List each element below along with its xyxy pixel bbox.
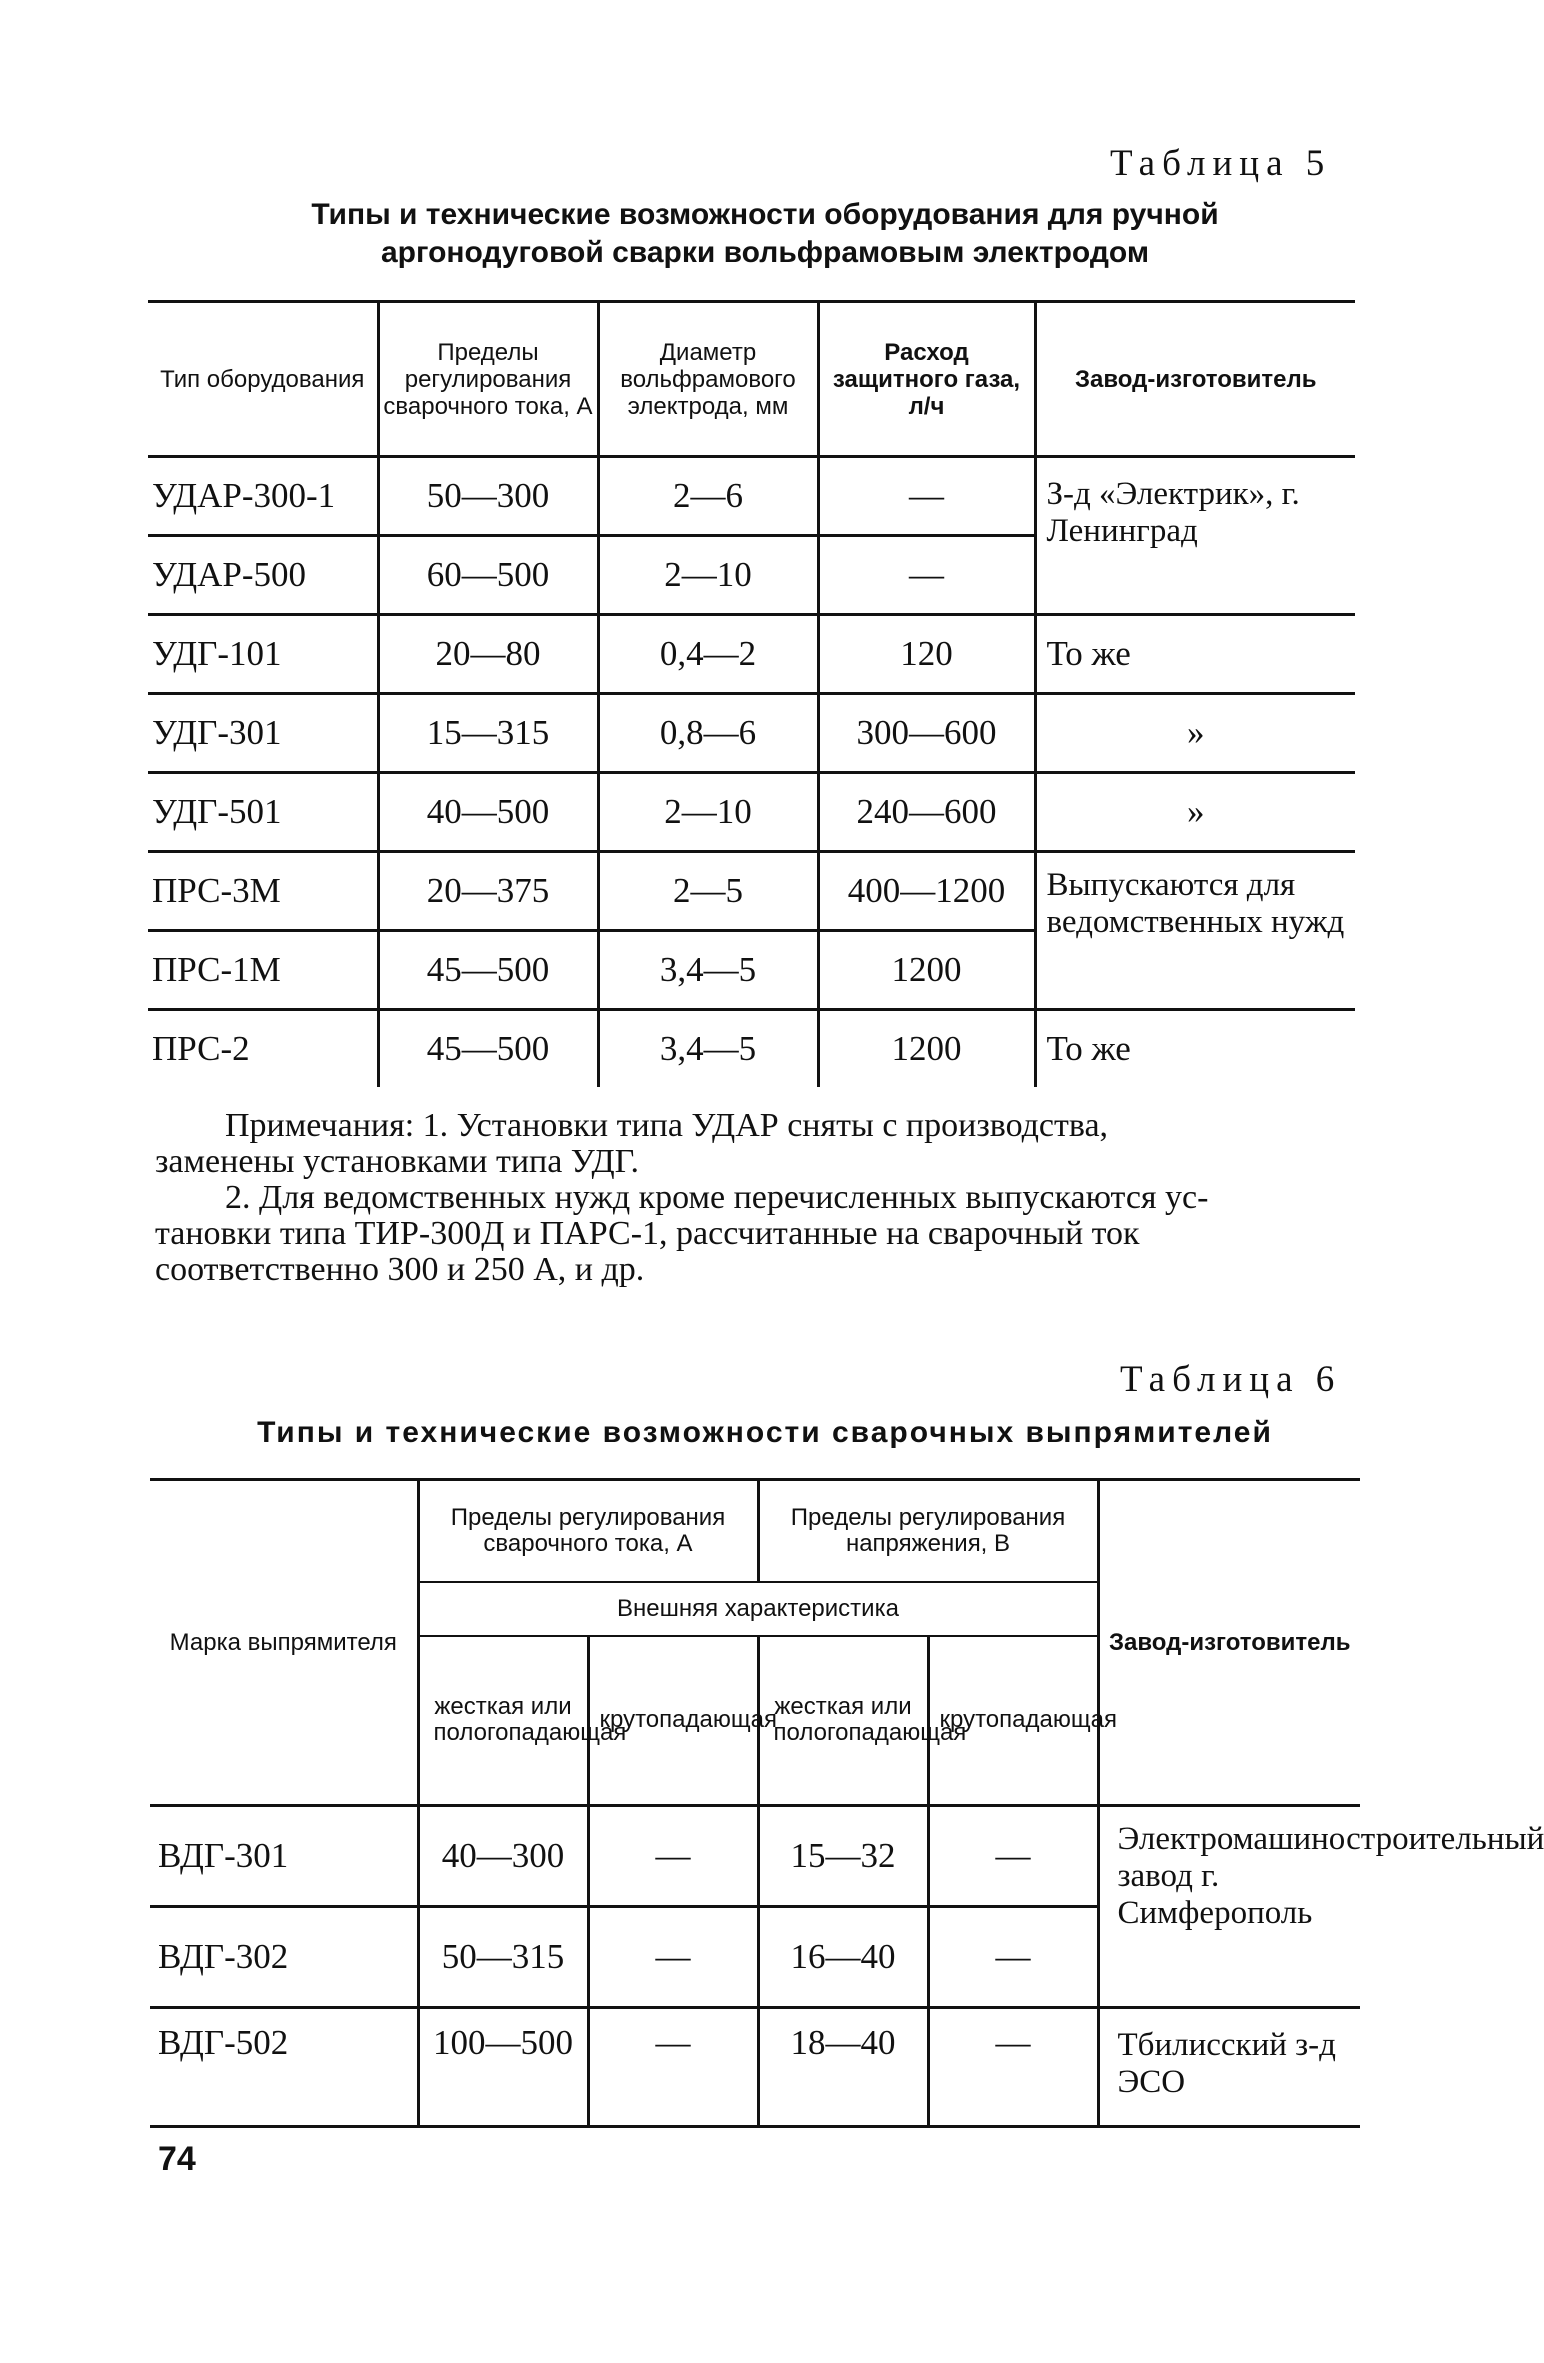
manufacturer: Выпускаются для ведомственных нужд (1035, 852, 1355, 1010)
electrode-diameter: 2—10 (598, 773, 818, 852)
table-row (150, 2008, 1360, 2127)
table-row (148, 773, 1355, 852)
table5-header-gas: Расход защитного газа, л/ч (818, 302, 1035, 457)
current-rigid: 40—300 (418, 1806, 588, 1907)
electrode-diameter: 2—5 (598, 852, 818, 931)
gas-flow: 1200 (818, 931, 1035, 1010)
current-steep: — (588, 2008, 758, 2127)
table6-header-cur-rigid: жесткая или пологопадающая (418, 1636, 588, 1806)
table6-header-volt-rigid: жесткая или пологопадающая (758, 1636, 928, 1806)
table5-header-row (148, 302, 1355, 457)
current-steep: — (588, 1907, 758, 2008)
voltage-steep: — (928, 2008, 1098, 2127)
gas-flow: 240—600 (818, 773, 1035, 852)
equipment-name: УДГ-101 (148, 615, 378, 694)
table-row (148, 694, 1355, 773)
page-number: 74 (158, 2140, 196, 2178)
current-range: 60—500 (378, 536, 598, 615)
electrode-diameter: 0,8—6 (598, 694, 818, 773)
voltage-steep: — (928, 1907, 1098, 2008)
gas-flow: — (818, 536, 1035, 615)
table6-header-volt-steep: крутопадающая (928, 1636, 1098, 1806)
manufacturer: » (1035, 773, 1355, 852)
table5-header-diameter: Диаметр вольфрамового электрода, мм (598, 302, 818, 457)
current-range: 15—315 (378, 694, 598, 773)
note-line: соответственно 300 и 250 А, и др. (155, 1251, 645, 1288)
table5-title-line1: Типы и технические возможности оборудования для ручной (311, 198, 1219, 231)
electrode-diameter: 0,4—2 (598, 615, 818, 694)
current-range: 50—300 (378, 457, 598, 536)
electrode-diameter: 3,4—5 (598, 931, 818, 1010)
manufacturer: То же (1035, 615, 1355, 694)
equipment-name: ПРС-2 (152, 1029, 250, 1068)
voltage-steep: — (928, 1806, 1098, 1907)
equipment-name: УДГ-501 (148, 773, 378, 852)
current-steep: — (588, 1806, 758, 1907)
table5 (148, 300, 1355, 1087)
equipment-name: УДАР-500 (148, 536, 378, 615)
table6-header-plant: Завод-изготовитель (1098, 1480, 1360, 1806)
table6-header-cur-steep: крутопадающая (588, 1636, 758, 1806)
equipment-name: УДАР-300-1 (152, 476, 336, 515)
voltage-rigid: 15—32 (758, 1806, 928, 1907)
note-line: заменены установками типа УДГ. (155, 1143, 639, 1180)
table-row (148, 852, 1355, 931)
table5-header-type: Тип оборудования (148, 302, 378, 457)
table5-header-plant: Завод-изготовитель (1035, 302, 1355, 457)
equipment-name: УДГ-301 (148, 694, 378, 773)
notes-block (155, 1108, 1360, 1288)
equipment-name: ПРС-1М (148, 931, 378, 1010)
current-range: 45—500 (378, 1010, 598, 1088)
manufacturer: » (1035, 694, 1355, 773)
table-row (150, 1806, 1360, 1907)
manufacturer: То же (1035, 1010, 1355, 1088)
table6-header-brand: Марка выпрямителя (150, 1480, 418, 1806)
table5-header-current: Пределы регулирования сварочного тока, А (378, 302, 598, 457)
table6-header-current: Пределы регулирования сварочного тока, А (418, 1480, 758, 1582)
note-line: тановки типа ТИР-300Д и ПАРС-1, рассчитанные на сварочный ток (155, 1215, 1140, 1252)
manufacturer: Электромашиностроительный завод г. Симферополь (1098, 1806, 1360, 2008)
gas-flow: 1200 (818, 1010, 1035, 1088)
note-line: 2. Для ведомственных нужд кроме перечисленных выпускаются ус- (225, 1179, 1209, 1216)
voltage-rigid: 16—40 (758, 1907, 928, 2008)
table5-title-line2: аргонодуговой сварки вольфрамовым электродом (380, 236, 1150, 269)
table-row (148, 615, 1355, 694)
gas-flow: 120 (818, 615, 1035, 694)
electrode-diameter: 2—10 (598, 536, 818, 615)
table6-caption: Таблица 6 (1120, 1359, 1342, 1400)
table-row (148, 457, 1355, 536)
current-range: 20—375 (378, 852, 598, 931)
gas-flow: 300—600 (818, 694, 1035, 773)
table-row (148, 1010, 1355, 1088)
table5-caption: Таблица 5 (1110, 143, 1332, 184)
electrode-diameter: 3,4—5 (598, 1010, 818, 1088)
rectifier-name: ВДГ-502 (158, 2023, 289, 2062)
current-rigid: 100—500 (418, 2008, 588, 2127)
equipment-name: ПРС-3М (152, 871, 281, 910)
manufacturer: З-д «Электрик», г. Ленинград (1035, 457, 1355, 615)
manufacturer: Тбилисский з-д ЭСО (1098, 2008, 1360, 2127)
table6-title: Типы и технические возможности сварочных выпрямителей (257, 1416, 1273, 1449)
voltage-rigid: 18—40 (758, 2008, 928, 2127)
table6-header-voltage: Пределы регулирования напряжения, В (758, 1480, 1098, 1582)
note-line (155, 1108, 1360, 1144)
current-range: 20—80 (378, 615, 598, 694)
electrode-diameter: 2—6 (598, 457, 818, 536)
current-range: 40—500 (378, 773, 598, 852)
current-rigid: 50—315 (418, 1907, 588, 2008)
rectifier-name: ВДГ-301 (158, 1836, 289, 1875)
gas-flow: — (818, 457, 1035, 536)
rectifier-name: ВДГ-302 (150, 1907, 418, 2008)
notes-line1: Примечания: 1. Установки типа УДАР сняты с производства, (225, 1107, 1109, 1144)
current-range: 45—500 (378, 931, 598, 1010)
table6 (150, 1478, 1544, 2128)
gas-flow: 400—1200 (818, 852, 1035, 931)
table6-header-characteristic: Внешняя характеристика (418, 1582, 1098, 1636)
table6-header-row (150, 1480, 1360, 1582)
